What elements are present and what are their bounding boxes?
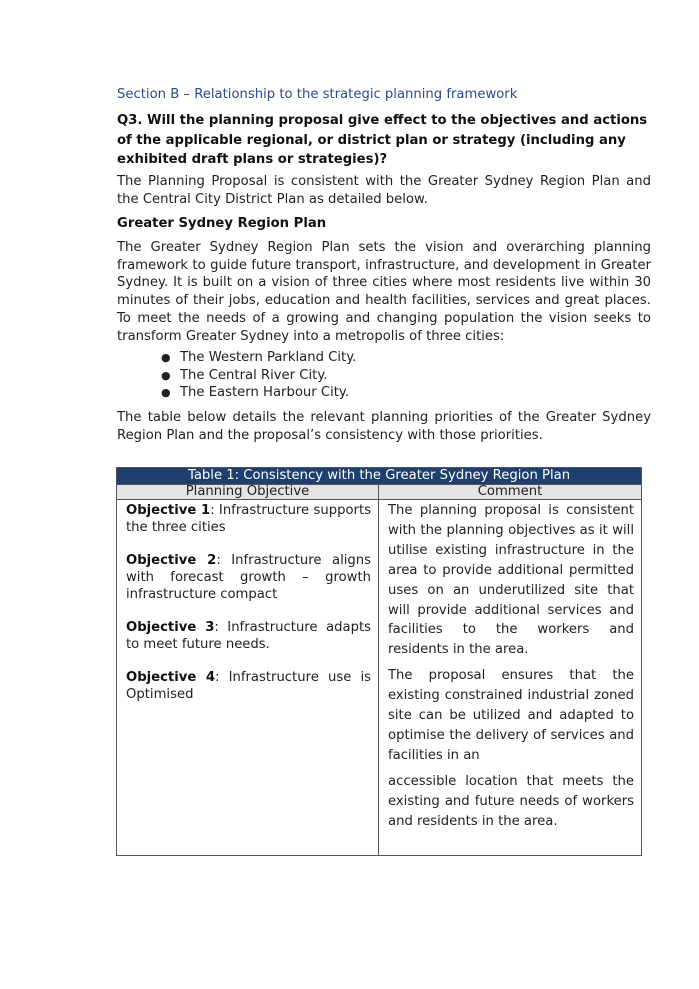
cities-list <box>140 349 640 402</box>
objective-item <box>126 552 371 603</box>
objectives-cell <box>117 500 379 856</box>
objective-label: Objective 1 <box>126 503 211 518</box>
list-item <box>140 349 640 367</box>
objective-text: : Infrastructure use is Optimised <box>126 670 371 702</box>
city-name: The Eastern Harbour City. <box>180 385 350 401</box>
bullet-icon: ● <box>161 368 171 382</box>
column-header-objective: Planning Objective <box>117 485 379 500</box>
section-heading: Section B – Relationship to the strategic planning framework <box>117 87 518 102</box>
comments-cell <box>379 500 642 856</box>
objective-text: : Infrastructure supports the three cities <box>126 503 371 535</box>
bullet-icon: ● <box>161 351 171 364</box>
objective-item <box>126 669 371 703</box>
table-intro-paragraph: The table below details the relevant planning priorities of the Greater Sydney Region Plan and the proposal’s consistency with those priorities. <box>117 410 651 443</box>
consistency-table <box>116 467 642 856</box>
objective-label: Objective 3 <box>126 620 215 635</box>
objective-text: : Infrastructure adapts to meet future needs. <box>126 620 371 652</box>
region-plan-description: The Greater Sydney Region Plan sets the vision and overarching planning framework to guide future transport, infrastructure, and development in Greater Sydney. It is built on a vision of three cities where most residents live within 30 minutes of their jobs, education and health facilities, services and great places. To meet the needs of a growing and changing population the vision seeks to transform Greater Sydney into a metropolis of three cities: <box>117 240 651 344</box>
objective-item <box>126 619 371 653</box>
objective-text: : Infrastructure aligns with forecast growth – growth infrastructure compact <box>126 553 371 602</box>
city-name: The Central River City. <box>180 367 328 383</box>
comment-paragraph: The planning proposal is consistent with the planning objectives as it will utilise existing infrastructure in the area to provide additional permitted uses on an underutilized site that will provide additional services and facilities to the workers and residents in the area. <box>388 503 635 658</box>
intro-paragraph: The Planning Proposal is consistent with the Greater Sydney Region Plan and the Central City District Plan as detailed below. <box>117 174 651 207</box>
objective-label: Objective 4 <box>126 670 216 685</box>
objective-item <box>126 502 371 536</box>
table-row <box>117 500 642 856</box>
city-name: The Western Parkland City. <box>180 350 357 365</box>
comment-paragraph: The proposal ensures that the existing constrained industrial zoned site can be utilized and adapted to optimise the delivery of services and facilities in an <box>388 668 635 763</box>
list-item <box>140 384 640 402</box>
question-q3: Q3. Will the planning proposal give effect to the objectives and actions of the applicable regional, or district plan or strategy (including any exhibited draft plans or strategies)? <box>117 113 648 167</box>
region-plan-heading: Greater Sydney Region Plan <box>117 216 327 231</box>
bullet-icon: ● <box>161 386 171 400</box>
list-item <box>140 367 640 385</box>
objective-label: Objective 2 <box>126 553 217 568</box>
table-caption: Table 1: Consistency with the Greater Sydney Region Plan <box>117 468 642 485</box>
comment-paragraph: accessible location that meets the existing and future needs of workers and residents in the area. <box>388 773 635 829</box>
column-header-comment: Comment <box>379 485 642 500</box>
